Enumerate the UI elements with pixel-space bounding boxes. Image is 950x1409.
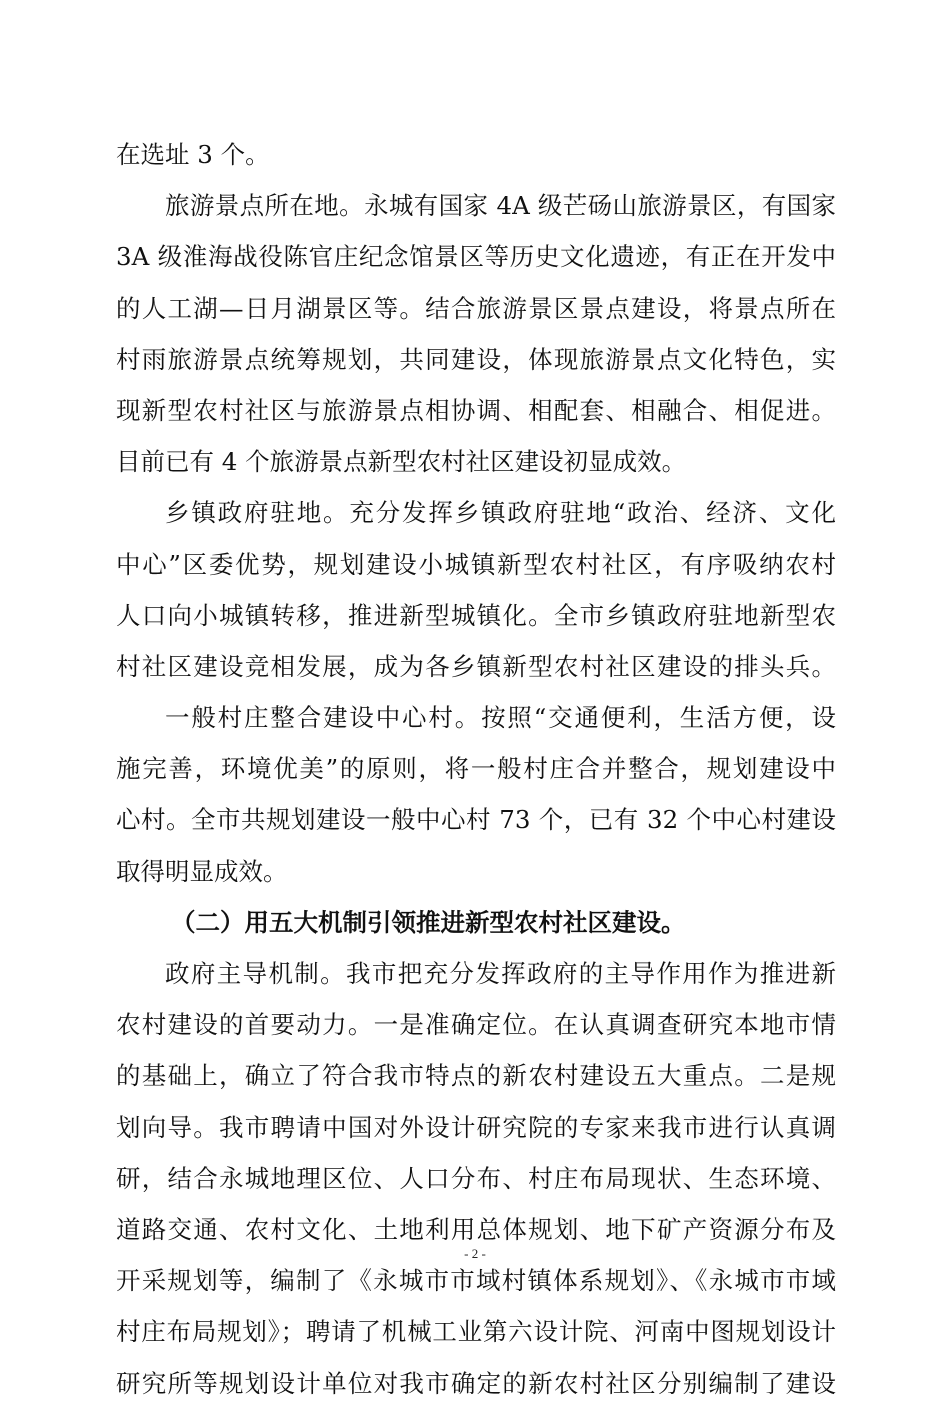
text-line: 在选址 3 个。: [116, 140, 270, 169]
text-line: 开采规划等，编制了《永城市市域村镇体系规划》、《永城市市域: [116, 1266, 836, 1296]
text-line: 村雨旅游景点统筹规划，共同建设，体现旅游景点文化特色，实: [116, 344, 836, 374]
text-line: 心村。全市共规划建设一般中心村 73 个，已有 32 个中心村建设: [116, 805, 836, 835]
text-line: 村社区建设竞相发展，成为各乡镇新型农村社区建设的排头兵。: [116, 651, 836, 681]
text-line: 中心”区委优势，规划建设小城镇新型农村社区，有序吸纳农村: [116, 549, 836, 579]
text-line: 的人工湖—日月湖景区等。结合旅游景区景点建设，将景点所在: [116, 293, 836, 323]
section-heading: （二）用五大机制引领推进新型农村社区建设。: [171, 907, 686, 937]
text-line: 道路交通、农村文化、土地利用总体规划、地下矿产资源分布及: [116, 1214, 836, 1244]
text-line: 村庄布局规划》；聘请了机械工业第六设计院、河南中图规划设计: [116, 1317, 836, 1347]
text-line: 研，结合永城地理区位、人口分布、村庄布局现状、生态环境、: [116, 1163, 836, 1193]
text-line: 目前已有 4 个旅游景点新型农村社区建设初显成效。: [116, 447, 687, 477]
text-line: 划向导。我市聘请中国对外设计研究院的专家来我市进行认真调: [116, 1112, 836, 1142]
page-number: - 2 -: [464, 1246, 486, 1261]
text-line: 政府主导机制。我市把充分发挥政府的主导作用作为推进新: [165, 959, 836, 988]
text-line: 农村建设的首要动力。一是准确定位。在认真调查研究本地市情: [116, 1010, 836, 1040]
text-line: 旅游景点所在地。永城有国家 4A 级芒砀山旅游景区，有国家: [165, 191, 836, 221]
text-line: 的基础上，确立了符合我市特点的新农村建设五大重点。二是规: [116, 1061, 836, 1091]
text-line: 一般村庄整合建设中心村。按照“交通便利，生活方便，设: [165, 703, 836, 733]
document-body: [116, 129, 836, 1409]
text-line: 施完善，环境优美”的原则，将一般村庄合并整合，规划建设中: [116, 754, 836, 784]
text-line: 人口向小城镇转移，推进新型城镇化。全市乡镇政府驻地新型农: [116, 600, 836, 630]
text-line: 研究所等规划设计单位对我市确定的新农村社区分别编制了建设: [116, 1368, 836, 1398]
text-line: 现新型农村社区与旅游景点相协调、相配套、相融合、相促进。: [116, 395, 836, 425]
text-line: 乡镇政府驻地。充分发挥乡镇政府驻地“政治、经济、文化: [165, 498, 836, 528]
text-line: 3A 级淮海战役陈官庄纪念馆景区等历史文化遗迹，有正在开发中: [116, 242, 836, 272]
text-line: 取得明显成效。: [116, 856, 288, 886]
